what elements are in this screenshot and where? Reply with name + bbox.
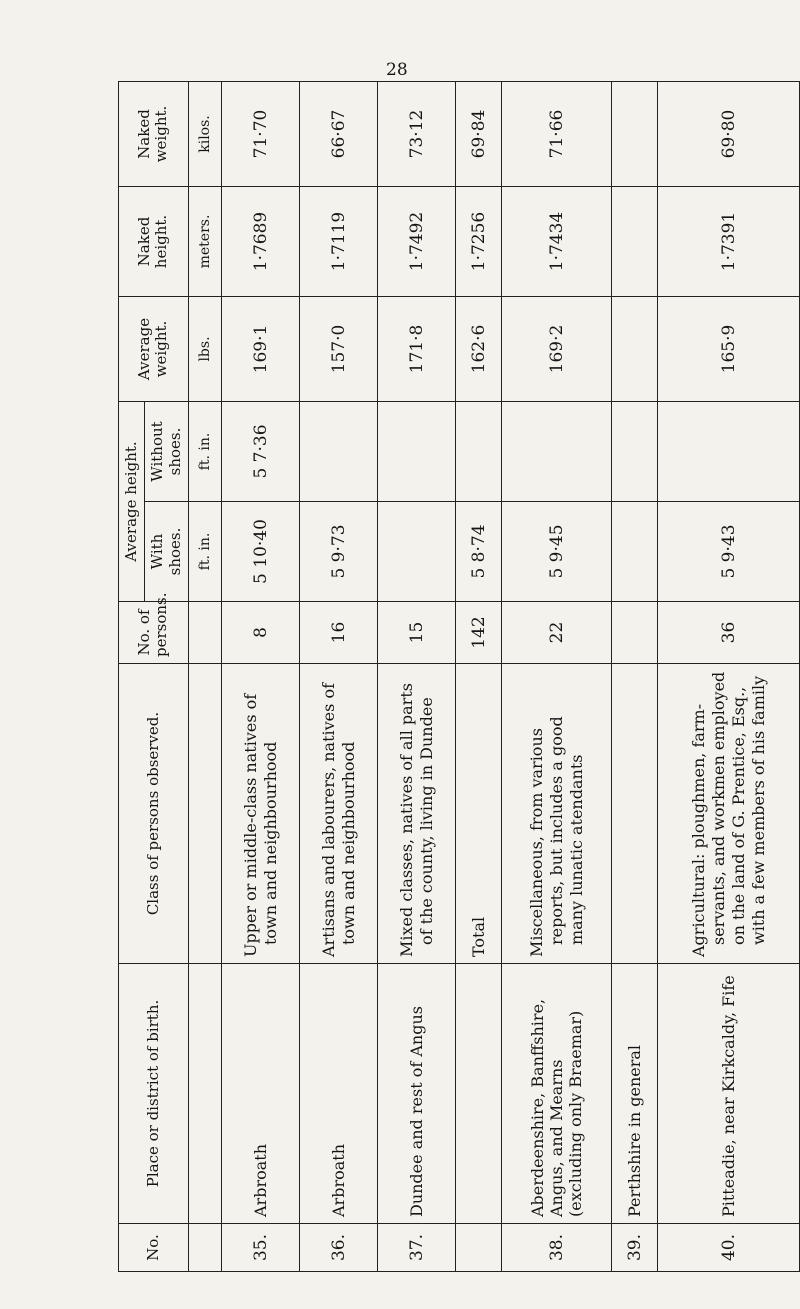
cell-class: Agricultural: ploughmen, farm-servants, and workmen employed on the land of G. Prentice, Esq., with a few members of his family [658,664,800,964]
cell-with-shoes [378,502,456,602]
cell-class: Artisans and labourers, natives of town and neighbourhood [300,664,378,964]
table-row [300,82,378,1272]
cell-without-shoes [378,402,456,502]
cell-count [612,602,658,664]
header-naked-weight: Naked weight. [119,82,189,187]
cell-without-shoes: 5 7·36 [222,402,300,502]
cell-with-shoes: 5 10·40 [222,502,300,602]
header-with-shoes: With shoes. [145,502,189,602]
cell-without-shoes [456,402,502,502]
table-row [658,82,800,1272]
cell-place [456,964,502,1224]
cell-with-shoes: 5 9·45 [502,502,612,602]
cell-no: 38. [502,1224,612,1272]
cell-class: Total [456,664,502,964]
cell-naked-weight: 71·66 [502,82,612,187]
header-avg-height: Average height. [119,402,145,602]
cell-avg-weight: 169·1 [222,297,300,402]
cell-naked-weight: 69·84 [456,82,502,187]
table-row [222,82,300,1272]
cell-count: 142 [456,602,502,664]
cell-class: Miscellaneous, from various reports, but includes a good many lunatic atendants [502,664,612,964]
cell-naked-height: 1·7256 [456,187,502,297]
unit-naked-weight: kilos. [188,82,221,187]
cell-naked-weight: 73·12 [378,82,456,187]
cell-without-shoes [658,402,800,502]
header-count: No. of persons. [119,602,189,664]
cell-avg-weight: 169·2 [502,297,612,402]
cell-avg-weight: 162·6 [456,297,502,402]
cell-no [456,1224,502,1272]
data-table [118,81,800,1272]
cell-avg-weight: 165·9 [658,297,800,402]
cell-avg-weight: 171·8 [378,297,456,402]
cell-no: 40. [658,1224,800,1272]
cell-with-shoes: 5 9·73 [300,502,378,602]
header-naked-height: Naked height. [119,187,189,297]
cell-without-shoes [502,402,612,502]
table-row [612,82,658,1272]
cell-naked-height: 1·7391 [658,187,800,297]
cell-without-shoes [612,402,658,502]
cell-naked-height: 1·7689 [222,187,300,297]
cell-count: 36 [658,602,800,664]
unit-naked-height: meters. [188,187,221,297]
cell-no: 39. [612,1224,658,1272]
rotated-table [118,82,800,1272]
cell-avg-weight: 157·0 [300,297,378,402]
cell-place: Perthshire in general [612,964,658,1224]
unit-without-shoes: ft. in. [188,402,221,502]
header-place: Place or district of birth. [119,964,189,1224]
cell-without-shoes [300,402,378,502]
header-row [119,82,145,1272]
cell-with-shoes: 5 8·74 [456,502,502,602]
cell-place: Arbroath [300,964,378,1224]
cell-place: Aberdeenshire, Banffshire, Angus, and Mearns (excluding only Braemar) [502,964,612,1224]
cell-place: Pitteadie, near Kirkcaldy, Fife [658,964,800,1224]
table-row [502,82,612,1272]
cell-naked-weight: 71·70 [222,82,300,187]
cell-count: 16 [300,602,378,664]
table-row [378,82,456,1272]
cell-naked-height [612,187,658,297]
cell-no: 37. [378,1224,456,1272]
table-container [118,82,800,1272]
cell-with-shoes: 5 9·43 [658,502,800,602]
cell-count: 8 [222,602,300,664]
header-class: Class of persons observed. [119,664,189,964]
cell-count: 15 [378,602,456,664]
header-avg-weight: Average weight. [119,297,189,402]
cell-with-shoes [612,502,658,602]
header-no: No. [119,1224,189,1272]
page-number: 28 [386,60,408,80]
cell-naked-height: 1·7434 [502,187,612,297]
cell-no: 36. [300,1224,378,1272]
header-without-shoes: Without shoes. [145,402,189,502]
cell-count: 22 [502,602,612,664]
units-row [188,82,221,1272]
cell-place: Arbroath [222,964,300,1224]
cell-no: 35. [222,1224,300,1272]
cell-naked-height: 1·7119 [300,187,378,297]
cell-naked-weight: 66·67 [300,82,378,187]
cell-avg-weight [612,297,658,402]
table-row-total [456,82,502,1272]
cell-class: Upper or middle-class natives of town and neighbourhood [222,664,300,964]
unit-with-shoes: ft. in. [188,502,221,602]
unit-avg-weight: lbs. [188,297,221,402]
cell-class: Mixed classes, natives of all parts of the county, living in Dundee [378,664,456,964]
cell-class [612,664,658,964]
cell-naked-weight: 69·80 [658,82,800,187]
cell-naked-height: 1·7492 [378,187,456,297]
cell-place: Dundee and rest of Angus [378,964,456,1224]
cell-naked-weight [612,82,658,187]
